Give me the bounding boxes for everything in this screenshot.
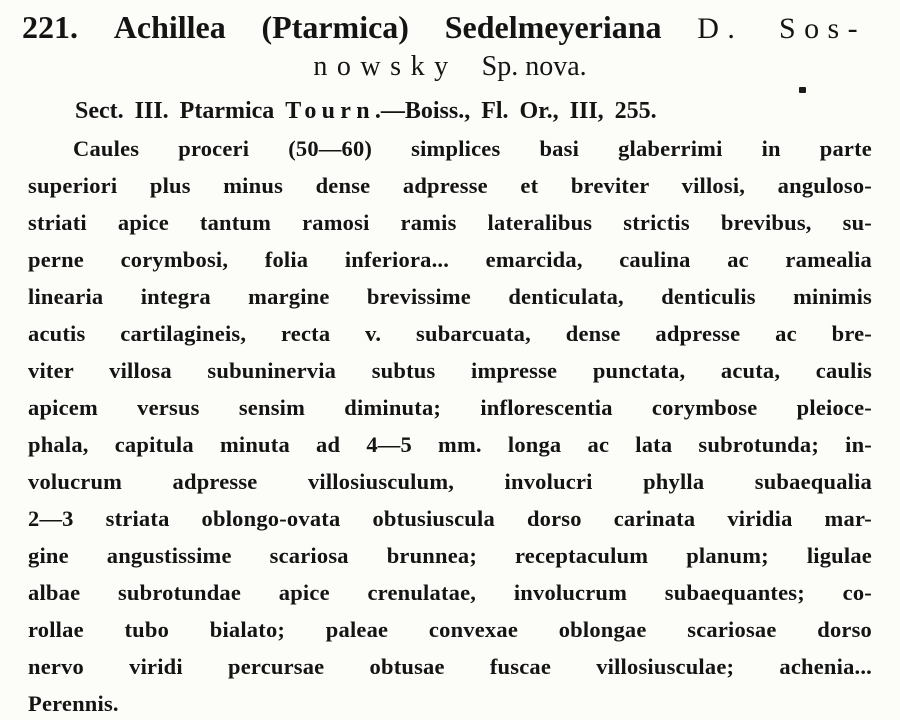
text-line: Perennis. xyxy=(28,691,119,716)
author-initial: D. xyxy=(697,12,744,45)
text-line: nervo viridi percursae obtusae fuscae villosiusculae; achenia... xyxy=(28,654,872,679)
section-reference-line xyxy=(28,98,870,124)
latin-description-paragraph xyxy=(28,130,872,720)
text-line: perne corymbosi, folia inferiora... emarcida, caulina ac ramealia xyxy=(28,247,872,272)
text-line: Caules proceri (50—60) simplices basi glaberrimi in parte xyxy=(73,136,872,161)
species-heading-line1 xyxy=(0,0,900,46)
text-line: linearia integra margine brevissime denticulata, denticulis minimis xyxy=(28,284,872,309)
text-line: rollae tubo bialato; paleae convexae oblongae scariosae dorso xyxy=(28,617,872,642)
rank-note: Sp. nova. xyxy=(481,51,587,82)
text-line: phala, capitula minuta ad 4—5 mm. longa ac lata subrotunda; in- xyxy=(28,432,872,457)
species-epithet: Sedelmeyeriana xyxy=(444,9,662,45)
section-prefix: Sect. III. Ptarmica xyxy=(75,98,275,124)
text-line: superiori plus minus dense adpresse et breviter villosi, anguloso- xyxy=(28,173,872,198)
section-author: Tourn. xyxy=(285,98,387,124)
text-line: gine angustissime scariosa brunnea; receptaculum planum; ligulae xyxy=(28,543,872,568)
text-line: volucrum adpresse villosiusculum, involucri phylla subaequalia xyxy=(28,469,872,494)
text-line: 2—3 striata oblongo-ovata obtusiuscula dorso carinata viridia mar- xyxy=(28,506,872,531)
subgenus-name: (Ptarmica) xyxy=(261,9,409,45)
text-line: striati apice tantum ramosi ramis lateralibus strictis brevibus, su- xyxy=(28,210,872,235)
text-line: albae subrotundae apice crenulatae, involucrum subaequantes; co- xyxy=(28,580,872,605)
text-line: apicem versus sensim diminuta; inflorescentia corymbose pleioce- xyxy=(28,395,872,420)
text-line: acutis cartilagineis, recta v. subarcuata, dense adpresse ac bre- xyxy=(28,321,872,346)
section-citation: —Boiss., Fl. Or., III, 255. xyxy=(380,98,657,124)
author-name-part2: nowsky xyxy=(313,51,458,82)
author-name-part1: Sos- xyxy=(779,12,866,45)
ink-speck xyxy=(799,87,806,93)
text-line: viter villosa subuninervia subtus impresse punctata, acuta, caulis xyxy=(28,358,872,383)
species-number: 221. xyxy=(22,9,78,45)
genus-name: Achillea xyxy=(113,9,226,45)
species-heading-line2 xyxy=(0,52,900,82)
